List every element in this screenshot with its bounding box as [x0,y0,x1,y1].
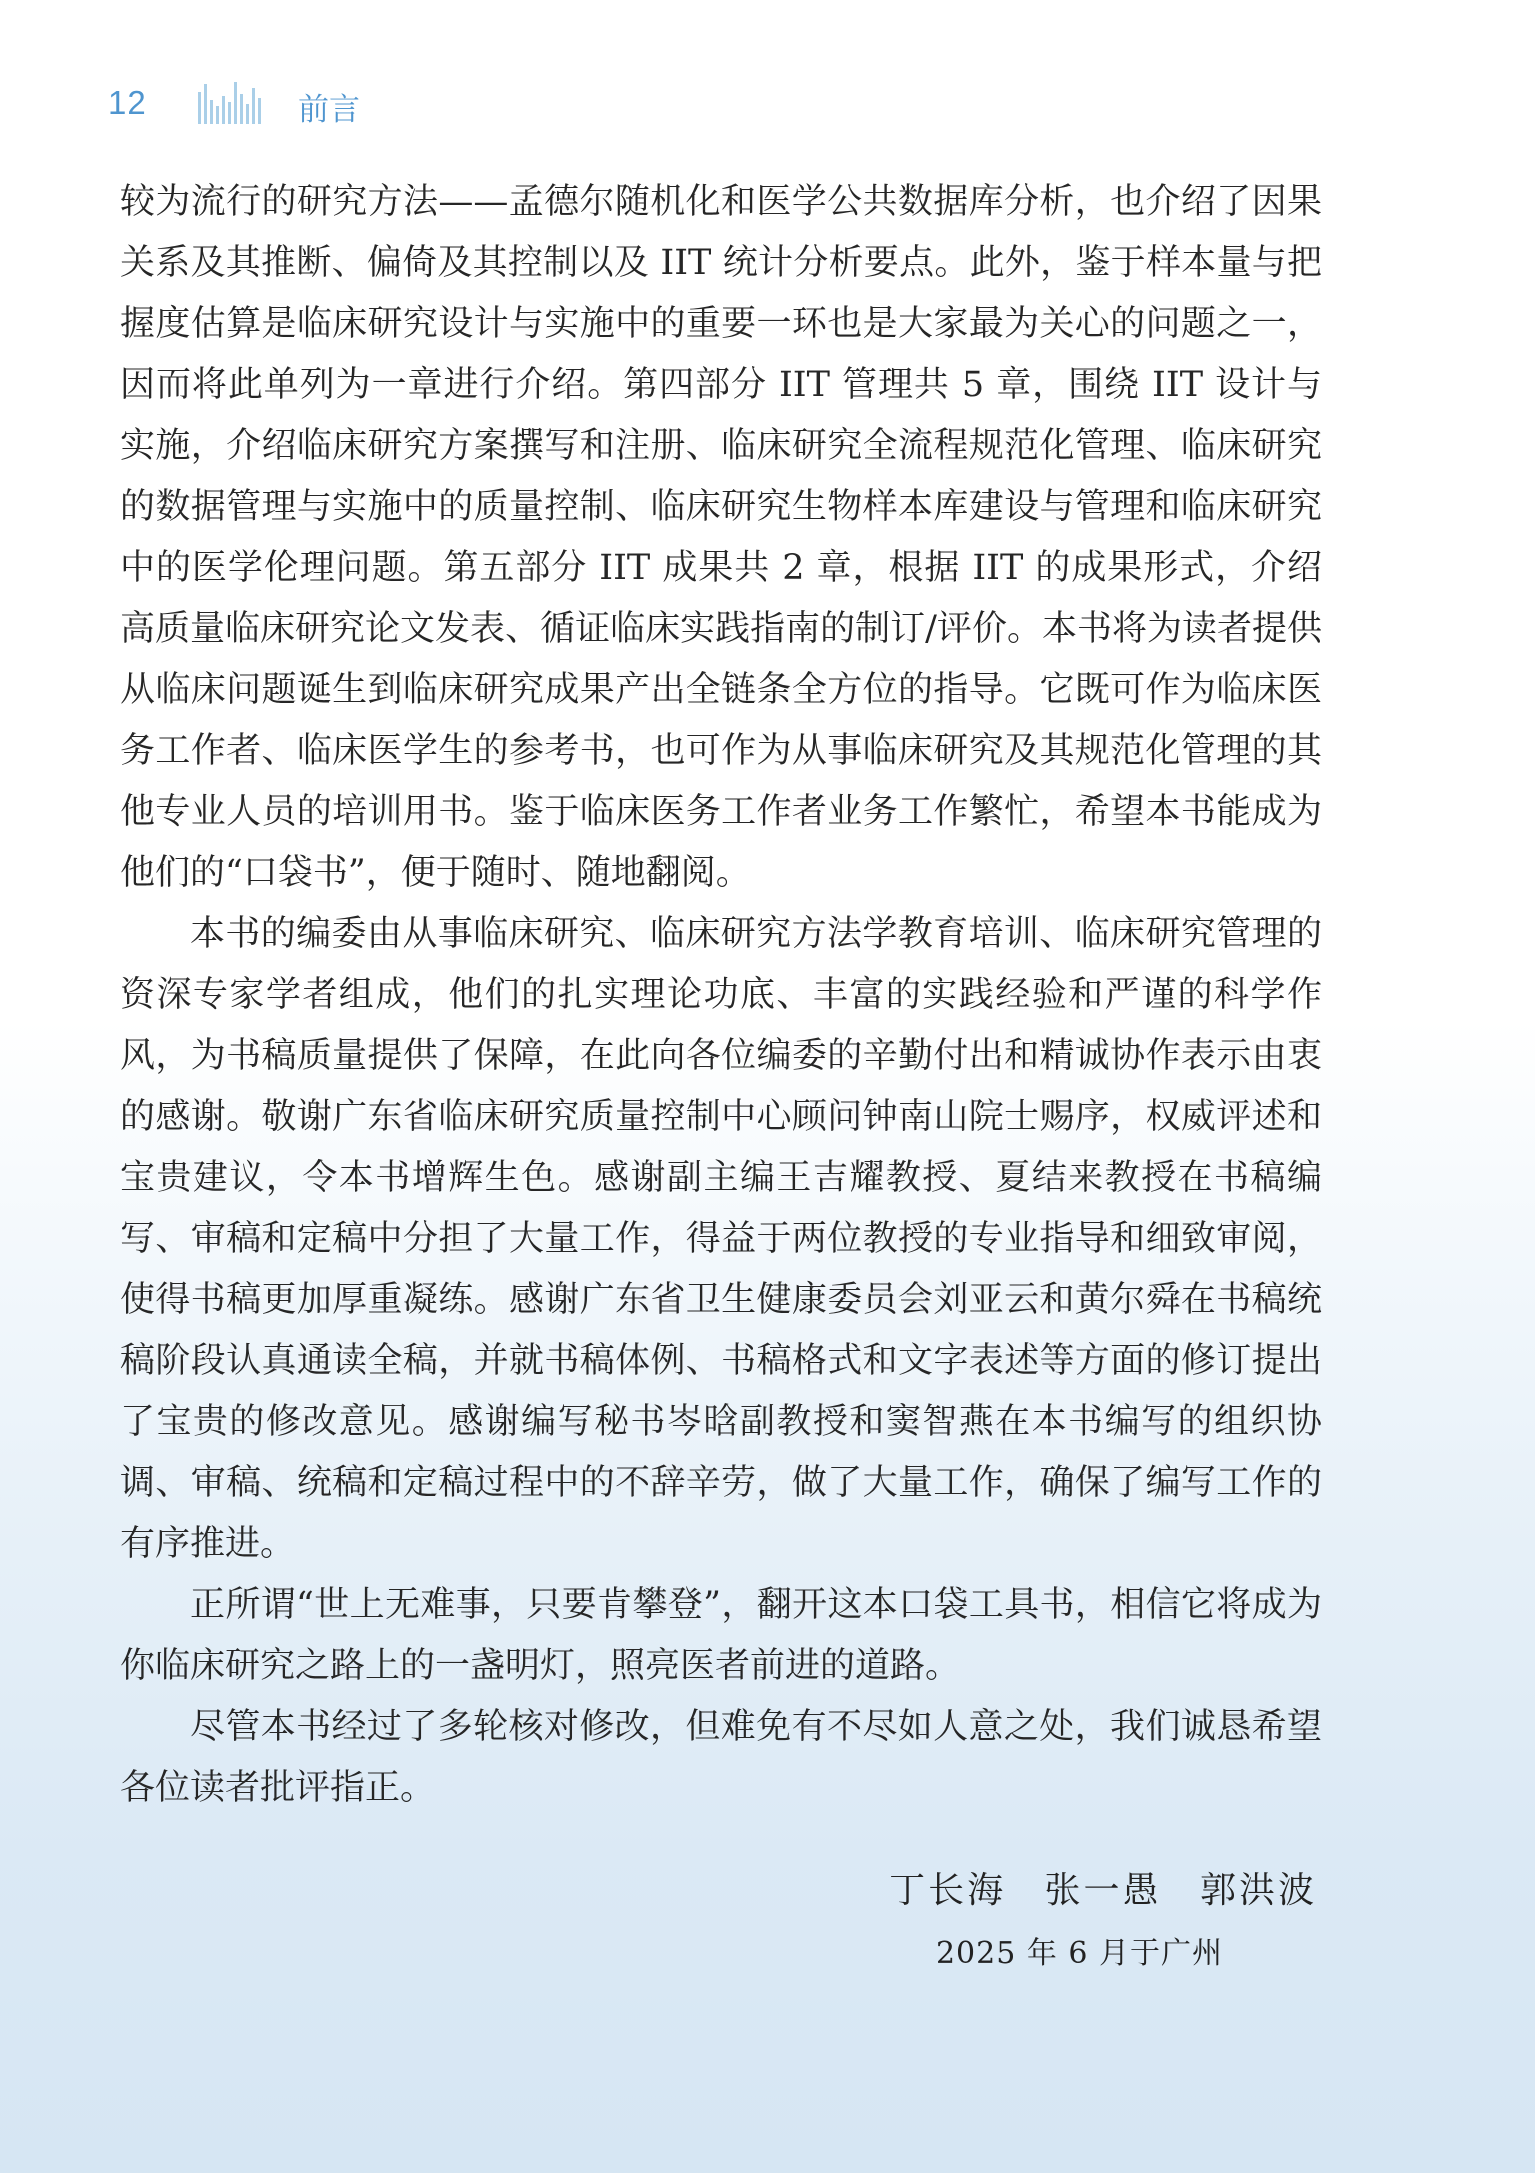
author-signature: 丁长海 张一愚 郭洪波 [889,1870,1317,1911]
paragraph: 较为流行的研究方法——孟德尔随机化和医学公共数据库分析，也介绍了因果关系及其推断、偏倚及其控制以及 IIT 统计分析要点。此外，鉴于样本量与把握度估算是临床研究设计与实施中的重要一环也是大家最为关心的问题之一，因而将此单列为一章进行介绍。第四部分 IIT 管理共 5 章，围绕 IIT 设计与实施，介绍临床研究方案撰写和注册、临床研究全流程规范化管理、临床研究的数据管理与实施中的质量控制、临床研究生物样本库建设与管理和临床研究中的医学伦理问题。第五部分 IIT 成果共 2 章，根据 IIT 的成果形式，介绍高质量临床研究论文发表、循证临床实践指南的制订/评价。本书将为读者提供从临床问题诞生到临床研究成果产出全链条全方位的指导。它既可作为临床医务工作者、临床医学生的参考书，也可作为从事临床研究及其规范化管理的其他专业人员的培训用书。鉴于临床医务工作者业务工作繁忙，希望本书能成为他们的“口袋书”，便于随时、随地翻阅。 [120,182,1322,893]
body-text [120,172,1322,1819]
bar-graphic-icon [196,78,266,124]
page-header [108,78,708,128]
date-place: 2025 年 6 月于广州 [935,1936,1223,1971]
paragraph: 正所谓“世上无难事，只要肯攀登”，翻开这本口袋工具书，相信它将成为你临床研究之路上的一盏明灯，照亮医者前进的道路。 [120,1585,1322,1686]
page-number: 12 [108,84,147,121]
paragraph: 尽管本书经过了多轮核对修改，但难免有不尽如人意之处，我们诚恳希望各位读者批评指正。 [120,1707,1322,1808]
section-title: 前言 [298,92,360,128]
paragraph: 本书的编委由从事临床研究、临床研究方法学教育培训、临床研究管理的资深专家学者组成，他们的扎实理论功底、丰富的实践经验和严谨的科学作风，为书稿质量提供了保障，在此向各位编委的辛勤付出和精诚协作表示由衷的感谢。敬谢广东省临床研究质量控制中心顾问钟南山院士赐序，权威评述和宝贵建议，令本书增辉生色。感谢副主编王吉耀教授、夏结来教授在书稿编写、审稿和定稿中分担了大量工作，得益于两位教授的专业指导和细致审阅，使得书稿更加厚重凝练。感谢广东省卫生健康委员会刘亚云和黄尔舜在书稿统稿阶段认真通读全稿，并就书稿体例、书稿格式和文字表述等方面的修订提出了宝贵的修改意见。感谢编写秘书岑晗副教授和窦智燕在本书编写的组织协调、审稿、统稿和定稿过程中的不辞辛劳，做了大量工作，确保了编写工作的有序推进。 [120,914,1322,1564]
